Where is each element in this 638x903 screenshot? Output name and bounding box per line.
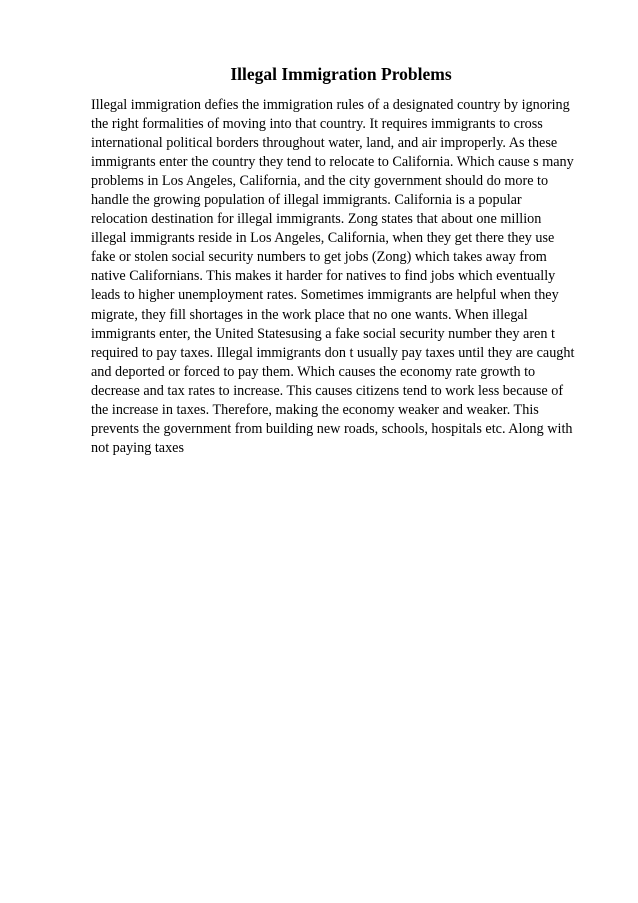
body-line: relocation destination for illegal immigrants. Zong states that about one million <box>91 211 542 228</box>
body-line: decrease and tax rates to increase. This causes citizens tend to work less because of <box>91 382 564 399</box>
body-line: the increase in taxes. Therefore, making the economy weaker and weaker. This <box>91 401 539 418</box>
body-line: fake or stolen social security numbers to get jobs (Zong) which takes away from <box>91 249 547 266</box>
body-line: illegal immigrants reside in Los Angeles, California, when they get there they use <box>91 230 555 247</box>
body-line: migrate, they fill shortages in the work place that no one wants. When illegal <box>91 306 528 323</box>
body-line: and deported or forced to pay them. Which causes the economy rate growth to <box>91 363 536 380</box>
body-line: handle the growing population of illegal immigrants. California is a popular <box>91 192 522 209</box>
body-line: not paying taxes <box>91 439 184 456</box>
body-line: international political borders throughout water, land, and air improperly. As these <box>91 135 558 152</box>
document-body <box>91 96 601 458</box>
body-line: leads to higher unemployment rates. Sometimes immigrants are helpful when they <box>91 287 559 304</box>
body-line: immigrants enter the country they tend to relocate to California. Which cause s many <box>91 154 574 171</box>
document-title: Illegal Immigration Problems <box>230 64 452 84</box>
body-line: required to pay taxes. Illegal immigrants don t usually pay taxes until they are caught <box>91 344 575 361</box>
body-line: prevents the government from building new roads, schools, hospitals etc. Along with <box>91 420 573 437</box>
body-line: Illegal immigration defies the immigration rules of a designated country by ignoring <box>91 97 570 113</box>
body-line: the right formalities of moving into that country. It requires immigrants to cross <box>91 116 543 133</box>
body-line: problems in Los Angeles, California, and the city government should do more to <box>91 173 549 190</box>
body-line: immigrants enter, the United Statesusing a fake social security number they aren t <box>91 325 555 342</box>
body-line: native Californians. This makes it harder for natives to find jobs which eventually <box>91 268 556 285</box>
